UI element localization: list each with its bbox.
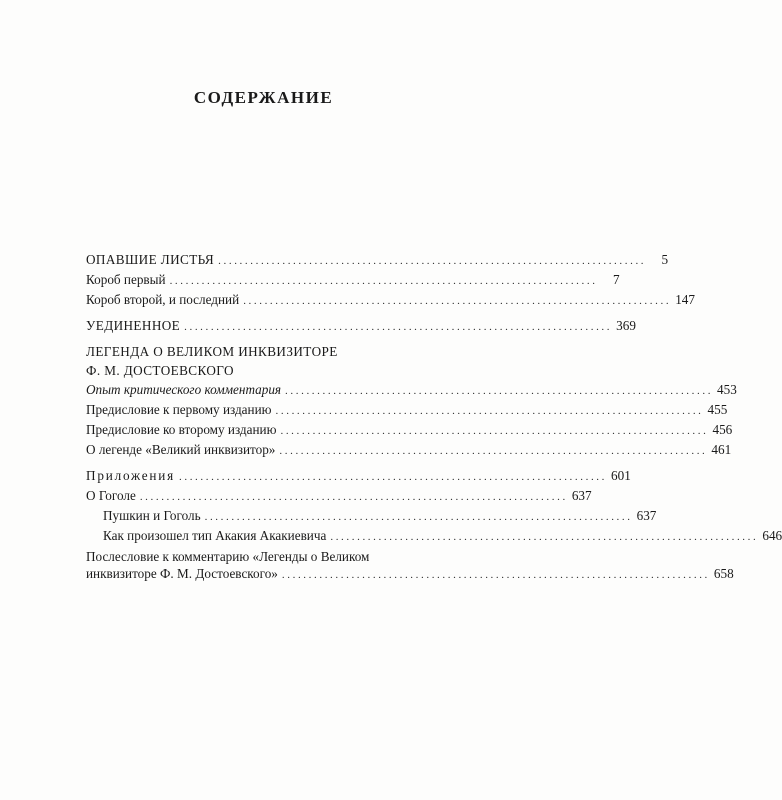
toc-leader-dots: ................................................................................ <box>285 385 714 397</box>
toc-leader-dots: ................................................................................ <box>243 295 672 307</box>
toc-section-heading: Ф. М. ДОСТОЕВСКОГО <box>86 363 234 378</box>
toc-page-number: 601 <box>611 468 631 483</box>
toc-page-number: 646 <box>762 528 782 543</box>
toc-section-heading: ЛЕГЕНДА О ВЕЛИКОМ ИНКВИЗИТОРЕ <box>86 344 338 359</box>
toc-entry-o-legende[interactable] <box>86 440 732 460</box>
toc-leader-dots: ................................................................................ <box>204 511 633 523</box>
toc-entry-label: Короб первый <box>86 272 166 287</box>
toc-entry-opavshie-listya[interactable] <box>86 250 669 270</box>
toc-leader-dots: ................................................................................ <box>184 321 613 333</box>
toc-page-number: 147 <box>675 292 695 307</box>
toc-entry-label-line1: Послесловие к комментарию «Легенды о Великом <box>86 549 370 564</box>
toc-entry-korob-vtoroi[interactable] <box>86 290 695 310</box>
toc-leader-dots: ................................................................................ <box>218 255 647 267</box>
toc-page-number: 456 <box>712 422 733 437</box>
toc-entry-label: Как произошел тип Акакия Акакиевича <box>103 528 327 543</box>
toc-entry-label: Опыт критического комментария <box>86 382 282 397</box>
toc-entry-label: Предисловие к первому изданию <box>86 402 272 417</box>
toc-entry-label-line2: инквизиторе Ф. М. Достоевского» <box>86 566 278 581</box>
toc-entry-predislovie-1[interactable] <box>86 400 728 420</box>
toc-entry-pushkin-i-gogol[interactable] <box>86 506 657 526</box>
table-of-contents <box>86 250 782 584</box>
toc-entry-label: ОПАВШИЕ ЛИСТЬЯ <box>86 252 215 267</box>
toc-page-number: 637 <box>571 488 592 503</box>
toc-entry-kak-proizoshel[interactable] <box>86 526 782 546</box>
toc-page-number: 455 <box>707 402 728 417</box>
toc-leader-dots: ................................................................................ <box>139 491 568 503</box>
page-title: СОДЕРЖАНИЕ <box>193 88 334 107</box>
toc-leader-dots: ................................................................................ <box>281 569 710 581</box>
toc-entry-korob-pervyi[interactable] <box>86 270 620 290</box>
toc-entry-prilozheniya[interactable] <box>86 466 631 486</box>
toc-leader-dots: ................................................................................ <box>280 425 709 437</box>
toc-entry-label: О Гоголе <box>86 488 136 503</box>
toc-entry-label: Пушкин и Гоголь <box>103 508 201 523</box>
toc-entry-label: Короб второй, и последний <box>86 292 240 307</box>
toc-entry-posleslovie[interactable] <box>86 548 734 584</box>
toc-leader-dots: ................................................................................ <box>179 471 607 483</box>
toc-page-number: 369 <box>616 318 636 333</box>
toc-entry-o-gogole[interactable] <box>86 486 592 506</box>
toc-leader-dots: ................................................................................ <box>279 445 708 457</box>
toc-page-number: 658 <box>713 566 734 581</box>
toc-entry-label: Приложения <box>86 468 175 483</box>
toc-entry-label: Предисловие ко второму изданию <box>86 422 277 437</box>
toc-page-number: 461 <box>711 442 732 457</box>
toc-entry-label: УЕДИНЕННОЕ <box>86 318 181 333</box>
toc-entry-predislovie-2[interactable] <box>86 420 733 440</box>
toc-entry-uedinennoe[interactable] <box>86 316 636 336</box>
toc-page-number: 5 <box>661 252 669 267</box>
toc-page-number: 637 <box>636 508 657 523</box>
toc-page-number: 7 <box>612 272 620 287</box>
toc-entry-label: О легенде «Великий инквизитор» <box>86 442 276 457</box>
toc-entry-opyt[interactable] <box>86 380 737 400</box>
toc-leader-dots: ................................................................................ <box>169 275 598 287</box>
toc-leader-dots: ................................................................................ <box>275 405 704 417</box>
toc-page-number: 453 <box>717 382 737 397</box>
toc-leader-dots: ................................................................................ <box>330 531 759 543</box>
